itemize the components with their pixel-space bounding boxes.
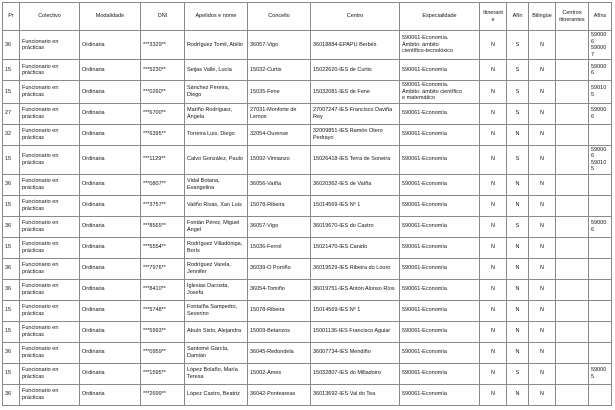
cell-itinerante: N bbox=[480, 342, 507, 363]
cell-bilingue: N bbox=[529, 31, 556, 60]
table-row bbox=[3, 174, 612, 195]
cell-especialidade bbox=[400, 279, 480, 300]
cell-pr: 36 bbox=[3, 216, 20, 237]
cell-colectivo: Funcionario en prácticas bbox=[20, 216, 80, 237]
cell-especialidade bbox=[400, 145, 480, 174]
cell-afin: N bbox=[507, 195, 529, 216]
cell-modalidade: Ordinaria bbox=[80, 363, 141, 384]
cell-colectivo: Funcionario en prácticas bbox=[20, 174, 80, 195]
cell-dni: ***5554** bbox=[141, 237, 185, 258]
cell-modalidade: Ordinaria bbox=[80, 60, 141, 81]
cell-afin: N bbox=[507, 279, 529, 300]
afin-code: 590007 bbox=[591, 45, 607, 58]
cell-concello: 15009-Betanzos bbox=[248, 321, 311, 342]
especialidade-line: 590061-Economía bbox=[402, 370, 447, 377]
cell-modalidade: Ordinaria bbox=[80, 321, 141, 342]
cell-apelidos-nome: Abuín Sixto, Alejandra bbox=[185, 321, 248, 342]
cell-apelidos-nome: Seijas Valle, Lucía bbox=[185, 60, 248, 81]
cell-pr: 15 bbox=[3, 60, 20, 81]
especialidade-line: 590061-Economía. bbox=[402, 35, 449, 42]
table-row bbox=[3, 216, 612, 237]
cell-bilingue: N bbox=[529, 300, 556, 321]
afin-code: 590006 bbox=[591, 63, 607, 76]
cell-apelidos-nome: Santomé García, Damián bbox=[185, 342, 248, 363]
cell-colectivo: Funcionario en prácticas bbox=[20, 384, 80, 405]
cell-dni: ***6700** bbox=[141, 103, 185, 124]
cell-afin: S bbox=[507, 60, 529, 81]
cell-apelidos-nome: López Bolaño, María Teresa bbox=[185, 363, 248, 384]
cell-itinerante: N bbox=[480, 31, 507, 60]
cell-especialidade bbox=[400, 363, 480, 384]
cell-colectivo: Funcionario en prácticas bbox=[20, 363, 80, 384]
cell-afins bbox=[589, 342, 612, 363]
cell-afins bbox=[589, 145, 612, 174]
header-especialidade: Especialidade bbox=[400, 3, 480, 31]
cell-centros-itinerantes bbox=[556, 174, 589, 195]
cell-pr: 36 bbox=[3, 279, 20, 300]
cell-bilingue: N bbox=[529, 216, 556, 237]
header-centros-itinerantes: Centros itinerantes bbox=[556, 3, 589, 31]
cell-especialidade bbox=[400, 174, 480, 195]
especialidade-line: e matemático bbox=[402, 95, 436, 101]
cell-centros-itinerantes bbox=[556, 195, 589, 216]
cell-concello: 15078-Ribeira bbox=[248, 195, 311, 216]
especialidade-line: 590061-Economía bbox=[402, 391, 447, 398]
cell-centros-itinerantes bbox=[556, 279, 589, 300]
cell-pr: 36 bbox=[3, 342, 20, 363]
header-itinerante: Itinerante bbox=[480, 3, 507, 31]
cell-afins bbox=[589, 103, 612, 124]
afin-code: 590105 bbox=[591, 85, 607, 98]
cell-dni: ***1595** bbox=[141, 363, 185, 384]
cell-dni: ***8565** bbox=[141, 216, 185, 237]
cell-especialidade bbox=[400, 31, 480, 60]
cell-apelidos-nome: Iglesias Dacosta, Josefa bbox=[185, 279, 248, 300]
cell-concello: 36056-Vaíña bbox=[248, 174, 311, 195]
table-body bbox=[3, 31, 612, 406]
cell-colectivo: Funcionario en prácticas bbox=[20, 103, 80, 124]
cell-dni: ***0807** bbox=[141, 174, 185, 195]
cell-afin: N bbox=[507, 258, 529, 279]
cell-itinerante: N bbox=[480, 195, 507, 216]
cell-colectivo: Funcionario en prácticas bbox=[20, 258, 80, 279]
cell-centro: 36019670-IES do Castro bbox=[311, 216, 400, 237]
cell-afin: N bbox=[507, 300, 529, 321]
especialidade-line: Ámbito: ámbito científico bbox=[402, 88, 462, 95]
cell-afin: N bbox=[507, 237, 529, 258]
cell-bilingue: N bbox=[529, 174, 556, 195]
cell-pr: 15 bbox=[3, 81, 20, 104]
header-apelidos-nome: Apelidos e nome bbox=[185, 3, 248, 31]
especialidade-line: 590061-Economía bbox=[402, 223, 447, 230]
cell-dni: ***7976** bbox=[141, 258, 185, 279]
cell-itinerante: N bbox=[480, 321, 507, 342]
cell-concello: 15002-Ames bbox=[248, 363, 311, 384]
header-concello: Concello bbox=[248, 3, 311, 31]
table-row bbox=[3, 342, 612, 363]
cell-pr: 36 bbox=[3, 384, 20, 405]
table-header-row bbox=[3, 3, 612, 31]
cell-itinerante: N bbox=[480, 384, 507, 405]
cell-centro: 15032807-IES do Milladoiro bbox=[311, 363, 400, 384]
cell-afin: S bbox=[507, 31, 529, 60]
table-row bbox=[3, 124, 612, 145]
cell-centros-itinerantes bbox=[556, 300, 589, 321]
cell-afin: N bbox=[507, 321, 529, 342]
cell-afins bbox=[589, 60, 612, 81]
cell-especialidade bbox=[400, 195, 480, 216]
cell-modalidade: Ordinaria bbox=[80, 145, 141, 174]
cell-afin: S bbox=[507, 81, 529, 104]
cell-bilingue: N bbox=[529, 384, 556, 405]
table-row bbox=[3, 321, 612, 342]
cell-centro: 32009851-IES Ramón Otero Pedrayo bbox=[311, 124, 400, 145]
cell-concello: 15035-Fene bbox=[248, 81, 311, 104]
header-dni: DNI bbox=[141, 3, 185, 31]
cell-dni: ***8410** bbox=[141, 279, 185, 300]
cell-centro: 15021470-IES Canido bbox=[311, 237, 400, 258]
cell-modalidade: Ordinaria bbox=[80, 174, 141, 195]
cell-colectivo: Funcionario en prácticas bbox=[20, 124, 80, 145]
cell-especialidade bbox=[400, 237, 480, 258]
cell-dni: ***5993** bbox=[141, 321, 185, 342]
cell-especialidade bbox=[400, 300, 480, 321]
especialidade-line: 590061-Economía bbox=[402, 110, 447, 117]
cell-concello: 15032-Curtis bbox=[248, 60, 311, 81]
cell-modalidade: Ordinaria bbox=[80, 216, 141, 237]
cell-itinerante: N bbox=[480, 103, 507, 124]
cell-colectivo: Funcionario en prácticas bbox=[20, 195, 80, 216]
table-row bbox=[3, 31, 612, 60]
cell-apelidos-nome: Vidal Botana, Evangelina bbox=[185, 174, 248, 195]
cell-colectivo: Funcionario en prácticas bbox=[20, 81, 80, 104]
assignments-table bbox=[2, 2, 612, 406]
cell-bilingue: N bbox=[529, 60, 556, 81]
cell-afins bbox=[589, 195, 612, 216]
cell-apelidos-nome: Sánchez Pereira, Diego bbox=[185, 81, 248, 104]
cell-especialidade bbox=[400, 384, 480, 405]
cell-centro: 27007247-IES Francisco Daviña Rey bbox=[311, 103, 400, 124]
table-row bbox=[3, 195, 612, 216]
afin-code: 590105 bbox=[591, 159, 607, 172]
cell-concello: 32054-Ourense bbox=[248, 124, 311, 145]
cell-bilingue: N bbox=[529, 237, 556, 258]
cell-pr: 15 bbox=[3, 195, 20, 216]
cell-modalidade: Ordinaria bbox=[80, 237, 141, 258]
cell-dni: ***0959** bbox=[141, 342, 185, 363]
cell-itinerante: N bbox=[480, 258, 507, 279]
cell-apelidos-nome: Rodríguez Tomil, Abilio bbox=[185, 31, 248, 60]
cell-bilingue: N bbox=[529, 279, 556, 300]
cell-modalidade: Ordinaria bbox=[80, 124, 141, 145]
cell-bilingue: N bbox=[529, 321, 556, 342]
cell-dni: ***0260** bbox=[141, 81, 185, 104]
cell-concello: 15078-Ribeira bbox=[248, 300, 311, 321]
cell-modalidade: Ordinaria bbox=[80, 384, 141, 405]
afin-code: 590006 bbox=[591, 220, 607, 233]
cell-bilingue: N bbox=[529, 363, 556, 384]
cell-centro: 36007734-IES Mendiño bbox=[311, 342, 400, 363]
cell-modalidade: Ordinaria bbox=[80, 342, 141, 363]
cell-afins bbox=[589, 216, 612, 237]
cell-bilingue: N bbox=[529, 124, 556, 145]
cell-afin: S bbox=[507, 216, 529, 237]
cell-centro: 36019751-IES Antón Alonso Ríos bbox=[311, 279, 400, 300]
especialidade-line: 590061-Economía bbox=[402, 328, 447, 335]
cell-bilingue: N bbox=[529, 81, 556, 104]
cell-afin: N bbox=[507, 384, 529, 405]
cell-concello: 36042-Ponteareas bbox=[248, 384, 311, 405]
cell-concello: 36057-Vigo bbox=[248, 31, 311, 60]
cell-afins bbox=[589, 31, 612, 60]
table-row bbox=[3, 145, 612, 174]
cell-centro: 36013692-IES Val do Tea bbox=[311, 384, 400, 405]
afin-code: 590005 bbox=[591, 367, 607, 380]
cell-itinerante: N bbox=[480, 300, 507, 321]
cell-centro: 15026418-IES Terra de Soneira bbox=[311, 145, 400, 174]
especialidade-line: 590061-Economía. bbox=[402, 82, 449, 88]
cell-modalidade: Ordinaria bbox=[80, 81, 141, 104]
table-row bbox=[3, 300, 612, 321]
cell-centro: 36020362-IES de Vaíña bbox=[311, 174, 400, 195]
cell-bilingue: N bbox=[529, 195, 556, 216]
cell-concello: 36039-O Porriño bbox=[248, 258, 311, 279]
cell-modalidade: Ordinaria bbox=[80, 300, 141, 321]
afin-code: 590006 bbox=[591, 32, 607, 45]
cell-especialidade bbox=[400, 216, 480, 237]
cell-especialidade bbox=[400, 81, 480, 104]
cell-pr: 15 bbox=[3, 145, 20, 174]
cell-centros-itinerantes bbox=[556, 124, 589, 145]
table-row bbox=[3, 279, 612, 300]
table-row bbox=[3, 258, 612, 279]
cell-itinerante: N bbox=[480, 363, 507, 384]
especialidade-line: 590061-Economía bbox=[402, 349, 447, 356]
cell-bilingue: N bbox=[529, 145, 556, 174]
especialidade-line: 590061-Economía bbox=[402, 202, 447, 209]
header-pr: Pr bbox=[3, 3, 20, 31]
cell-colectivo: Funcionario en prácticas bbox=[20, 321, 80, 342]
cell-centro: 36018884-EPAPU Berbés bbox=[311, 31, 400, 60]
cell-concello: 15092-Vimianzo bbox=[248, 145, 311, 174]
cell-centros-itinerantes bbox=[556, 81, 589, 104]
cell-centro: 15022620-IES de Curtis bbox=[311, 60, 400, 81]
cell-centros-itinerantes bbox=[556, 145, 589, 174]
cell-centros-itinerantes bbox=[556, 60, 589, 81]
cell-itinerante: N bbox=[480, 60, 507, 81]
cell-centro: 36019529-IES Ribeira do Louro bbox=[311, 258, 400, 279]
cell-pr: 32 bbox=[3, 124, 20, 145]
cell-centros-itinerantes bbox=[556, 321, 589, 342]
cell-colectivo: Funcionario en prácticas bbox=[20, 300, 80, 321]
cell-apelidos-nome: Fontán Pérez, Miguel Ángel bbox=[185, 216, 248, 237]
cell-centros-itinerantes bbox=[556, 363, 589, 384]
cell-colectivo: Funcionario en prácticas bbox=[20, 237, 80, 258]
cell-colectivo: Funcionario en prácticas bbox=[20, 145, 80, 174]
cell-afin: N bbox=[507, 174, 529, 195]
cell-pr: 15 bbox=[3, 237, 20, 258]
cell-apelidos-nome: López Castro, Beatriz bbox=[185, 384, 248, 405]
cell-especialidade bbox=[400, 258, 480, 279]
header-centro: Centro bbox=[311, 3, 400, 31]
header-colectivo: Colectivo bbox=[20, 3, 80, 31]
cell-centros-itinerantes bbox=[556, 237, 589, 258]
cell-afin: S bbox=[507, 363, 529, 384]
especialidade-line: 590061-Economía bbox=[402, 66, 447, 73]
cell-especialidade bbox=[400, 342, 480, 363]
header-modalidade: Modalidade bbox=[80, 3, 141, 31]
header-bilingue: Bilingüe bbox=[529, 3, 556, 31]
cell-afins bbox=[589, 174, 612, 195]
especialidade-line: 590061-Economía bbox=[402, 181, 447, 188]
especialidade-line: 590061-Economía bbox=[402, 244, 447, 251]
cell-colectivo: Funcionario en prácticas bbox=[20, 60, 80, 81]
cell-bilingue: N bbox=[529, 342, 556, 363]
cell-dni: ***2699** bbox=[141, 384, 185, 405]
especialidade-line: 590061-Economía bbox=[402, 131, 447, 138]
cell-modalidade: Ordinaria bbox=[80, 103, 141, 124]
cell-dni: ***1129** bbox=[141, 145, 185, 174]
cell-concello: 27031-Monforte de Lemos bbox=[248, 103, 311, 124]
cell-centro: 15032081-IES de Fene bbox=[311, 81, 400, 104]
cell-afins bbox=[589, 279, 612, 300]
cell-afin: S bbox=[507, 145, 529, 174]
especialidade-line: 590061-Economía bbox=[402, 307, 447, 314]
cell-concello: 36054-Tomiño bbox=[248, 279, 311, 300]
cell-itinerante: N bbox=[480, 237, 507, 258]
especialidade-line: 590061-Economía bbox=[402, 265, 447, 272]
cell-dni: ***6395** bbox=[141, 124, 185, 145]
cell-bilingue: N bbox=[529, 258, 556, 279]
cell-modalidade: Ordinaria bbox=[80, 279, 141, 300]
cell-apelidos-nome: Torreira Luis, Diego bbox=[185, 124, 248, 145]
cell-pr: 27 bbox=[3, 103, 20, 124]
cell-afins bbox=[589, 300, 612, 321]
cell-afins bbox=[589, 321, 612, 342]
cell-concello: 36045-Redondela bbox=[248, 342, 311, 363]
cell-apelidos-nome: Fontaíña Sampedro, Severino bbox=[185, 300, 248, 321]
especialidade-line: 590061-Economía bbox=[402, 156, 447, 163]
table-row bbox=[3, 81, 612, 104]
header-afin: Afín bbox=[507, 3, 529, 31]
cell-afins bbox=[589, 363, 612, 384]
header-afins: Afíns bbox=[589, 3, 612, 31]
cell-centros-itinerantes bbox=[556, 31, 589, 60]
cell-centro: 15014569-IES Nº 1 bbox=[311, 195, 400, 216]
cell-especialidade bbox=[400, 321, 480, 342]
cell-afins bbox=[589, 124, 612, 145]
cell-afins bbox=[589, 384, 612, 405]
especialidade-line: Ámbito: ámbito bbox=[402, 41, 439, 48]
cell-afin: N bbox=[507, 342, 529, 363]
cell-apelidos-nome: Valiño Rivas, Xan Luís bbox=[185, 195, 248, 216]
cell-dni: ***5230** bbox=[141, 60, 185, 81]
cell-itinerante: N bbox=[480, 279, 507, 300]
cell-centro: 15001136-IES Francisco Aguiar bbox=[311, 321, 400, 342]
especialidade-line: científico-tecnolóxico bbox=[402, 48, 454, 55]
cell-centros-itinerantes bbox=[556, 384, 589, 405]
cell-colectivo: Funcionario en prácticas bbox=[20, 342, 80, 363]
table-row bbox=[3, 384, 612, 405]
cell-afins bbox=[589, 81, 612, 104]
cell-afins bbox=[589, 258, 612, 279]
cell-afins bbox=[589, 237, 612, 258]
cell-bilingue: N bbox=[529, 103, 556, 124]
table-row bbox=[3, 103, 612, 124]
table-row bbox=[3, 363, 612, 384]
table-row bbox=[3, 60, 612, 81]
cell-dni: ***3329** bbox=[141, 31, 185, 60]
afin-code: 590006 bbox=[591, 146, 607, 159]
cell-pr: 15 bbox=[3, 321, 20, 342]
cell-afin: S bbox=[507, 103, 529, 124]
cell-apelidos-nome: Rodríguez Varela, Jennifer bbox=[185, 258, 248, 279]
cell-colectivo: Funcionario en prácticas bbox=[20, 279, 80, 300]
cell-colectivo: Funcionario en prácticas bbox=[20, 31, 80, 60]
cell-apelidos-nome: Calvo González, Paulo bbox=[185, 145, 248, 174]
table-row bbox=[3, 237, 612, 258]
cell-modalidade: Ordinaria bbox=[80, 195, 141, 216]
cell-pr: 36 bbox=[3, 258, 20, 279]
cell-modalidade: Ordinaria bbox=[80, 31, 141, 60]
cell-itinerante: N bbox=[480, 174, 507, 195]
cell-afin: N bbox=[507, 124, 529, 145]
cell-centros-itinerantes bbox=[556, 258, 589, 279]
cell-itinerante: N bbox=[480, 145, 507, 174]
cell-pr: 15 bbox=[3, 300, 20, 321]
afin-code: 590006 bbox=[591, 107, 607, 120]
cell-itinerante: N bbox=[480, 216, 507, 237]
cell-itinerante: N bbox=[480, 81, 507, 104]
cell-centro: 15014569-IES Nº 1 bbox=[311, 300, 400, 321]
especialidade-line: 590061-Economía bbox=[402, 286, 447, 293]
cell-dni: ***3757** bbox=[141, 195, 185, 216]
cell-concello: 36057-Vigo bbox=[248, 216, 311, 237]
cell-dni: ***5748** bbox=[141, 300, 185, 321]
cell-apelidos-nome: Mariño Rodríguez, Ángela bbox=[185, 103, 248, 124]
cell-apelidos-nome: Rodríguez Villadóniga, Borís bbox=[185, 237, 248, 258]
cell-centros-itinerantes bbox=[556, 216, 589, 237]
cell-especialidade bbox=[400, 103, 480, 124]
cell-centros-itinerantes bbox=[556, 342, 589, 363]
cell-itinerante: N bbox=[480, 124, 507, 145]
cell-modalidade: Ordinaria bbox=[80, 258, 141, 279]
cell-pr: 36 bbox=[3, 174, 20, 195]
cell-centros-itinerantes bbox=[556, 103, 589, 124]
cell-concello: 15036-Ferrol bbox=[248, 237, 311, 258]
cell-especialidade bbox=[400, 60, 480, 81]
cell-especialidade bbox=[400, 124, 480, 145]
cell-pr: 15 bbox=[3, 363, 20, 384]
cell-pr: 36 bbox=[3, 31, 20, 60]
